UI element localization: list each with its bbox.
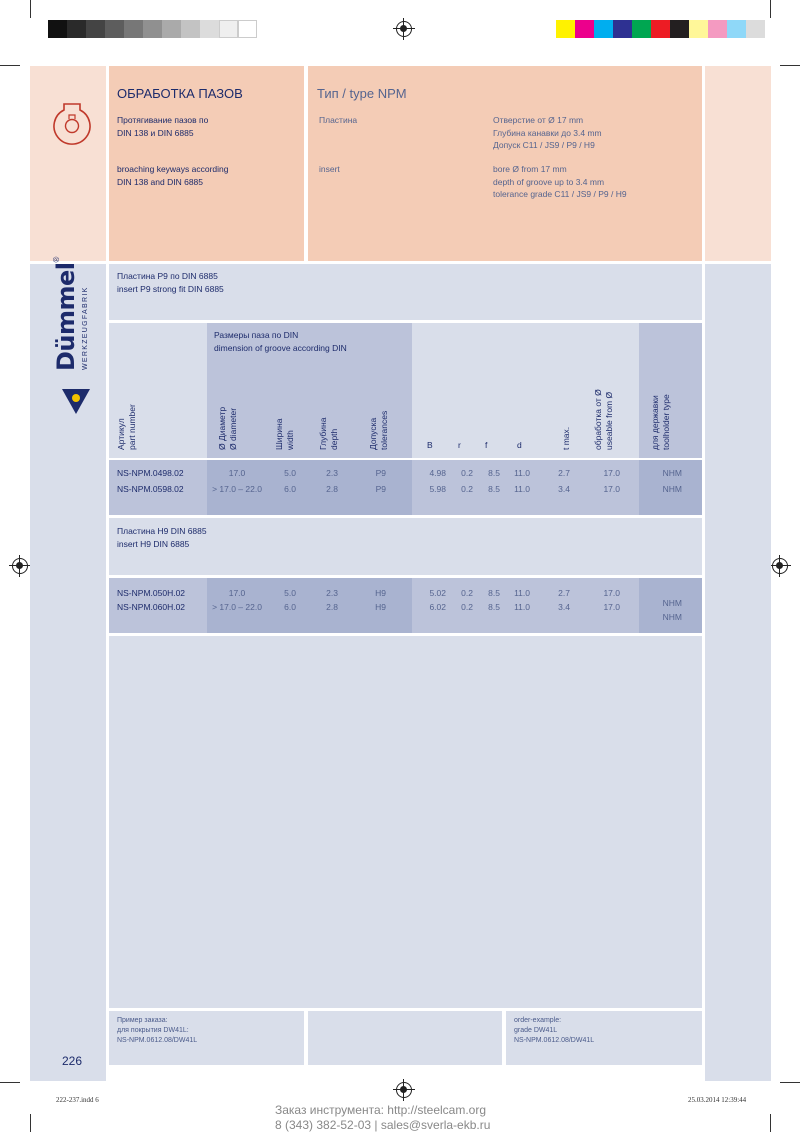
width: 5.0 (284, 588, 296, 598)
registration-mark-bottom (396, 1082, 412, 1098)
brand-name: Dümmel (52, 262, 80, 371)
width: 6.0 (284, 484, 296, 494)
brand-sub: WERKZEUGFABRIK (82, 286, 89, 370)
tolerance: P9 (375, 484, 386, 494)
order-example-en: order-example: grade DW41L NS-NPM.0612.08/DW41L (514, 1017, 595, 1044)
col-holder-header: для державки toolholder type (650, 394, 671, 450)
col-depth-header: Глубина depth (318, 417, 339, 450)
d: 11.0 (514, 484, 530, 494)
f: 8.5 (488, 484, 500, 494)
diameter: > 17.0 – 22.0 (212, 484, 262, 494)
width: 6.0 (284, 602, 296, 612)
brand-logo (30, 256, 106, 416)
depth: 2.8 (326, 602, 338, 612)
registration-mark-left (12, 558, 28, 574)
col-width-header: Ширина width (274, 418, 295, 450)
col-part-header: Артикул part number (116, 404, 137, 450)
tolerance: H9 (375, 602, 386, 612)
width: 5.0 (284, 468, 296, 478)
contact-phone-email[interactable]: 8 (343) 382-52-03 | sales@sverla-ekb.ru (275, 1118, 491, 1132)
f: 8.5 (488, 602, 500, 612)
brand-reg: ® (52, 256, 61, 263)
t-max: 2.7 (558, 468, 570, 478)
useable-from: 17.0 (603, 468, 620, 478)
r: 0.2 (461, 468, 473, 478)
desc-ru: Протягивание пазов по DIN 138 и DIN 6885 (117, 115, 209, 138)
spec-en: bore Ø from 17 mm depth of groove up to 3.4 mm tolerance grade C11 / JS9 / P9 / H9 (493, 164, 627, 199)
t-max: 2.7 (558, 588, 570, 598)
useable-from: 17.0 (603, 484, 620, 494)
r: 0.2 (461, 602, 473, 612)
B: 5.98 (429, 484, 446, 494)
tolerance: P9 (375, 468, 386, 478)
order-example-mid-panel (308, 1011, 502, 1065)
registration-mark-top (396, 21, 412, 37)
type-label: Тип / type NPM (317, 86, 407, 101)
holder-type: NHM (662, 484, 682, 494)
insert-en: insert (319, 164, 340, 174)
d: 11.0 (514, 588, 530, 598)
r: 0.2 (461, 588, 473, 598)
left-margin-top (30, 66, 106, 261)
col-diameter-header: Ø Диаметр Ø diameter (217, 406, 238, 450)
col-d-header: d (517, 440, 522, 450)
file-info-right: 25.03.2014 12:39:44 (688, 1096, 747, 1104)
registration-mark-right (772, 558, 788, 574)
diameter: 17.0 (228, 588, 246, 598)
depth: 2.8 (326, 484, 338, 494)
p9-row-1 (0, 468, 800, 480)
insert-ru: Пластина (319, 115, 358, 125)
brand-triangle-icon (60, 386, 92, 416)
holder-type: NHM (662, 598, 682, 608)
t-max: 3.4 (558, 602, 570, 612)
section2-title: Пластина H9 DIN 6885 insert H9 DIN 6885 (117, 526, 207, 549)
diameter: > 17.0 – 22.0 (212, 602, 262, 612)
B: 6.02 (429, 602, 446, 612)
depth: 2.3 (326, 588, 338, 598)
order-example-ru: Пример заказа: для покрытия DW41L: NS-NPM.0612.08/DW41L (117, 1017, 198, 1044)
part-number: NS-NPM.050H.02 (117, 588, 186, 598)
d: 11.0 (514, 602, 530, 612)
page-number: 226 (62, 1054, 83, 1068)
keyway-icon (50, 100, 94, 150)
col-tolerance-header: Допуска tolerances (368, 410, 389, 450)
desc-en: broaching keyways according DIN 138 and DIN 6885 (117, 164, 229, 187)
h9-row-2 (0, 602, 800, 622)
r: 0.2 (461, 484, 473, 494)
section1-title: Пластина P9 по DIN 6885 insert P9 strong fit DIN 6885 (117, 271, 224, 294)
p9-row-2 (0, 484, 800, 496)
col-useable-header: обработка от Ø useable from Ø (593, 389, 614, 450)
tolerance: H9 (375, 588, 386, 598)
holder-type: NHM (662, 612, 682, 622)
depth: 2.3 (326, 468, 338, 478)
col-B-header: B (427, 440, 433, 450)
content-empty-area (109, 636, 702, 1008)
file-info-left: 222-237.indd 6 (56, 1096, 99, 1104)
col-f-header: f (485, 440, 488, 450)
spec-ru: Отверстие от Ø 17 mm Глубина канавки до 3.4 mm Допуск C11 / JS9 / P9 / H9 (493, 115, 602, 150)
part-number: NS-NPM.0498.02 (117, 468, 184, 478)
useable-from: 17.0 (603, 588, 620, 598)
B: 4.98 (429, 468, 446, 478)
d: 11.0 (514, 468, 530, 478)
useable-from: 17.0 (603, 602, 620, 612)
part-number: NS-NPM.060H.02 (117, 602, 186, 612)
col-r-header: r (458, 440, 461, 450)
holder-type: NHM (662, 468, 682, 478)
t-max: 3.4 (558, 484, 570, 494)
B: 5.02 (429, 588, 446, 598)
contact-order-link[interactable]: Заказ инструмента: http://steelcam.org (275, 1103, 487, 1117)
col-tmax-header: t max. (561, 426, 571, 450)
right-margin-bottom (705, 264, 771, 1081)
f: 8.5 (488, 588, 500, 598)
page-title: ОБРАБОТКА ПАЗОВ (117, 86, 243, 101)
groove-header: Размеры паза по DIN dimension of groove according DIN (214, 330, 347, 353)
diameter: 17.0 (228, 468, 246, 478)
part-number: NS-NPM.0598.02 (117, 484, 184, 494)
right-margin-top (705, 66, 771, 261)
f: 8.5 (488, 468, 500, 478)
